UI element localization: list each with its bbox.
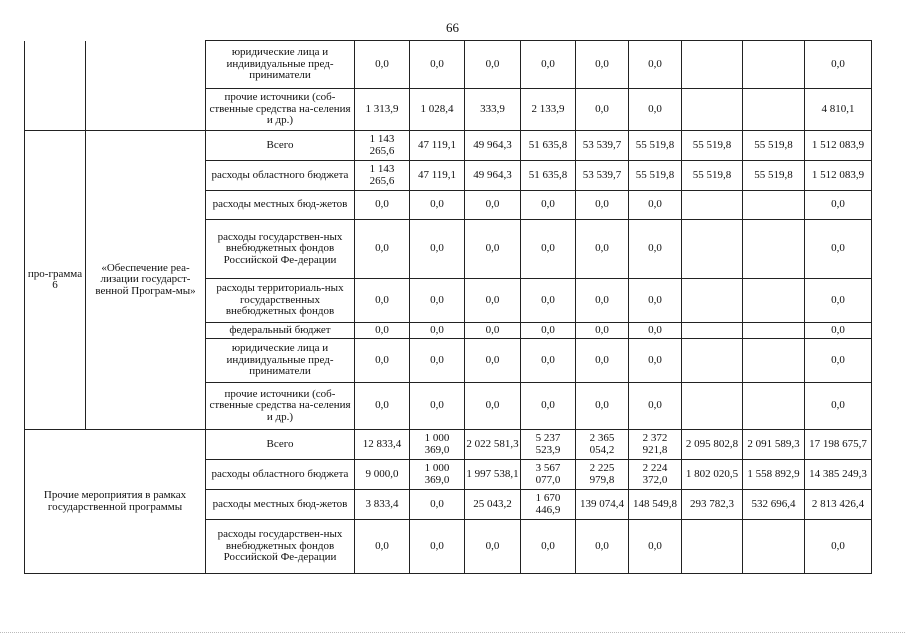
value-cell: 0,0: [410, 220, 465, 279]
row-label: расходы государствен-ных внебюджетных фондов Российской Фе-дерации: [206, 220, 355, 279]
value-cell: 0,0: [629, 279, 682, 323]
value-cell: 53 539,7: [576, 131, 629, 161]
value-cell: 17 198 675,7: [805, 430, 872, 460]
value-cell: 55 519,8: [743, 131, 805, 161]
row-label: Всего: [206, 131, 355, 161]
value-cell: 1 670 446,9: [521, 490, 576, 520]
value-cell: 532 696,4: [743, 490, 805, 520]
value-cell: 49 964,3: [465, 131, 521, 161]
value-cell: 0,0: [521, 279, 576, 323]
value-cell: [682, 279, 743, 323]
value-cell: 0,0: [629, 89, 682, 131]
value-cell: 0,0: [576, 89, 629, 131]
value-cell: 2 091 589,3: [743, 430, 805, 460]
value-cell: 0,0: [410, 383, 465, 430]
value-cell: 5 237 523,9: [521, 430, 576, 460]
value-cell: 0,0: [465, 279, 521, 323]
value-cell: 55 519,8: [682, 131, 743, 161]
value-cell: 0,0: [521, 191, 576, 220]
value-cell: [743, 41, 805, 89]
page-number: 66: [446, 20, 459, 35]
row-label: расходы государствен-ных внебюджетных фондов Российской Фе-дерации: [206, 520, 355, 574]
value-cell: 0,0: [465, 323, 521, 339]
value-cell: [682, 339, 743, 383]
value-cell: 0,0: [355, 279, 410, 323]
value-cell: 1 000 369,0: [410, 430, 465, 460]
value-cell: 25 043,2: [465, 490, 521, 520]
value-cell: 0,0: [576, 191, 629, 220]
value-cell: 0,0: [805, 323, 872, 339]
value-cell: [743, 191, 805, 220]
value-cell: 0,0: [576, 520, 629, 574]
table-row: [25, 430, 872, 460]
empty-cell: [86, 41, 206, 131]
value-cell: [743, 339, 805, 383]
value-cell: 0,0: [410, 191, 465, 220]
value-cell: [743, 323, 805, 339]
row-label: юридические лица и индивидуальные пред-приниматели: [206, 41, 355, 89]
value-cell: 0,0: [355, 220, 410, 279]
value-cell: 1 802 020,5: [682, 460, 743, 490]
value-cell: [743, 520, 805, 574]
value-cell: 0,0: [805, 279, 872, 323]
value-cell: 0,0: [576, 41, 629, 89]
value-cell: 2 133,9: [521, 89, 576, 131]
program-code: про-грамма 6: [25, 131, 86, 430]
value-cell: 0,0: [465, 41, 521, 89]
value-cell: [682, 89, 743, 131]
value-cell: 4 810,1: [805, 89, 872, 131]
value-cell: 139 074,4: [576, 490, 629, 520]
value-cell: 1 558 892,9: [743, 460, 805, 490]
value-cell: [682, 323, 743, 339]
row-label: расходы областного бюджета: [206, 460, 355, 490]
value-cell: 293 782,3: [682, 490, 743, 520]
value-cell: 1 143 265,6: [355, 161, 410, 191]
value-cell: 1 143 265,6: [355, 131, 410, 161]
value-cell: 0,0: [521, 383, 576, 430]
value-cell: [682, 220, 743, 279]
value-cell: 0,0: [355, 520, 410, 574]
row-label: расходы территориаль-ных государственных внебюджетных фондов: [206, 279, 355, 323]
value-cell: 0,0: [355, 323, 410, 339]
value-cell: 0,0: [805, 383, 872, 430]
value-cell: 0,0: [576, 323, 629, 339]
value-cell: 0,0: [805, 41, 872, 89]
value-cell: 1 512 083,9: [805, 131, 872, 161]
budget-table: [24, 40, 872, 574]
value-cell: 1 000 369,0: [410, 460, 465, 490]
value-cell: 0,0: [805, 191, 872, 220]
value-cell: 0,0: [465, 339, 521, 383]
value-cell: 0,0: [576, 339, 629, 383]
value-cell: [743, 220, 805, 279]
value-cell: 51 635,8: [521, 161, 576, 191]
value-cell: 0,0: [576, 220, 629, 279]
value-cell: 49 964,3: [465, 161, 521, 191]
value-cell: 0,0: [629, 220, 682, 279]
value-cell: 2 022 581,3: [465, 430, 521, 460]
table-row: [25, 41, 872, 89]
value-cell: 0,0: [465, 220, 521, 279]
row-label: Всего: [206, 430, 355, 460]
value-cell: 55 519,8: [682, 161, 743, 191]
value-cell: 0,0: [465, 383, 521, 430]
value-cell: 1 997 538,1: [465, 460, 521, 490]
value-cell: 47 119,1: [410, 161, 465, 191]
value-cell: [682, 191, 743, 220]
value-cell: 333,9: [465, 89, 521, 131]
value-cell: 55 519,8: [629, 161, 682, 191]
value-cell: 0,0: [410, 279, 465, 323]
value-cell: 9 000,0: [355, 460, 410, 490]
value-cell: 2 372 921,8: [629, 430, 682, 460]
value-cell: 0,0: [465, 191, 521, 220]
value-cell: 0,0: [629, 383, 682, 430]
value-cell: [743, 279, 805, 323]
row-label: расходы местных бюд-жетов: [206, 490, 355, 520]
value-cell: 0,0: [521, 41, 576, 89]
row-label: расходы областного бюджета: [206, 161, 355, 191]
row-label: прочие источники (соб-ственные средства на-селения и др.): [206, 383, 355, 430]
value-cell: 0,0: [355, 383, 410, 430]
program-name: «Обеспечение реа-лизации государст-венной Програм-мы»: [86, 131, 206, 430]
value-cell: 148 549,8: [629, 490, 682, 520]
value-cell: 0,0: [629, 41, 682, 89]
value-cell: 0,0: [629, 323, 682, 339]
table-row: [25, 131, 872, 161]
value-cell: 1 028,4: [410, 89, 465, 131]
value-cell: 12 833,4: [355, 430, 410, 460]
value-cell: 0,0: [465, 520, 521, 574]
value-cell: 0,0: [629, 339, 682, 383]
row-label: федеральный бюджет: [206, 323, 355, 339]
value-cell: 2 225 979,8: [576, 460, 629, 490]
value-cell: 0,0: [355, 41, 410, 89]
row-label: юридические лица и индивидуальные пред-приниматели: [206, 339, 355, 383]
value-cell: 3 833,4: [355, 490, 410, 520]
value-cell: 0,0: [410, 41, 465, 89]
value-cell: 0,0: [410, 339, 465, 383]
value-cell: [743, 89, 805, 131]
value-cell: 0,0: [355, 191, 410, 220]
value-cell: 0,0: [805, 339, 872, 383]
value-cell: [682, 41, 743, 89]
value-cell: 0,0: [521, 220, 576, 279]
value-cell: 55 519,8: [629, 131, 682, 161]
value-cell: 47 119,1: [410, 131, 465, 161]
value-cell: 0,0: [576, 383, 629, 430]
value-cell: 0,0: [521, 339, 576, 383]
value-cell: 0,0: [629, 191, 682, 220]
empty-cell: [25, 41, 86, 131]
value-cell: 51 635,8: [521, 131, 576, 161]
value-cell: 0,0: [576, 279, 629, 323]
row-label: расходы местных бюд-жетов: [206, 191, 355, 220]
value-cell: 0,0: [355, 339, 410, 383]
value-cell: 1 512 083,9: [805, 161, 872, 191]
value-cell: [682, 520, 743, 574]
value-cell: 3 567 077,0: [521, 460, 576, 490]
value-cell: 2 365 054,2: [576, 430, 629, 460]
value-cell: 2 095 802,8: [682, 430, 743, 460]
value-cell: [682, 383, 743, 430]
value-cell: 2 813 426,4: [805, 490, 872, 520]
value-cell: 0,0: [521, 323, 576, 339]
page-bottom-edge: [0, 632, 905, 633]
value-cell: 2 224 372,0: [629, 460, 682, 490]
row-label: прочие источники (соб-ственные средства на-селения и др.): [206, 89, 355, 131]
value-cell: 1 313,9: [355, 89, 410, 131]
value-cell: 0,0: [805, 220, 872, 279]
value-cell: 0,0: [805, 520, 872, 574]
value-cell: 0,0: [410, 520, 465, 574]
value-cell: 14 385 249,3: [805, 460, 872, 490]
value-cell: 0,0: [410, 490, 465, 520]
value-cell: [743, 383, 805, 430]
value-cell: 55 519,8: [743, 161, 805, 191]
value-cell: 0,0: [521, 520, 576, 574]
value-cell: 0,0: [629, 520, 682, 574]
value-cell: 0,0: [410, 323, 465, 339]
section-title: Прочие мероприятия в рамках государственной программы: [25, 430, 206, 574]
value-cell: 53 539,7: [576, 161, 629, 191]
